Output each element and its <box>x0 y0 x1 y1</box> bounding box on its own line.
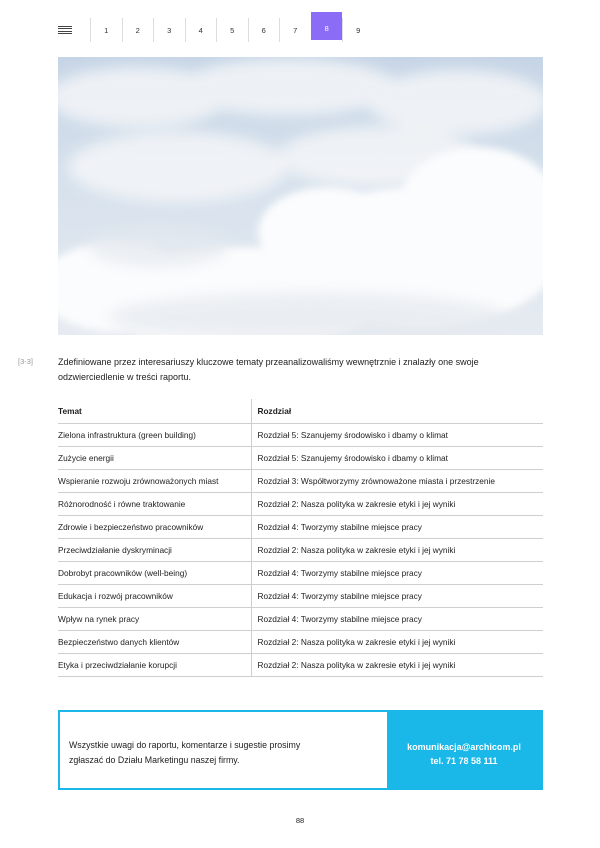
gri-reference: [3-3] <box>18 357 34 366</box>
table-row <box>58 653 543 676</box>
chapter-cell: Rozdział 2: Nasza polityka w zakresie etyki i jej wyniki <box>257 636 456 647</box>
contact-message-line-1: Wszystkie uwagi do raportu, komentarze i sugestie prosimy <box>69 740 301 750</box>
nav-item-1[interactable]: 1 <box>90 18 122 42</box>
table-row <box>58 423 543 446</box>
hamburger-menu-icon[interactable] <box>58 26 72 34</box>
table-row <box>58 469 543 492</box>
topic-cell: Dobrobyt pracowników (well-being) <box>58 561 251 584</box>
nav-item-2[interactable]: 2 <box>122 18 154 42</box>
contact-details <box>387 712 541 788</box>
nav-item-8[interactable]: 8 <box>311 12 343 40</box>
chapter-cell: Rozdział 5: Szanujemy środowisko i dbamy o klimat <box>257 452 448 463</box>
nav-item-5[interactable]: 5 <box>216 18 248 42</box>
contact-email-link[interactable]: komunikacja@archicom.pl <box>407 742 521 752</box>
header-topic: Temat <box>58 399 251 423</box>
table-header-row <box>58 399 543 423</box>
nav-item-4[interactable]: 4 <box>185 18 217 42</box>
topic-cell: Wspieranie rozwoju zrównoważonych miast <box>58 469 251 492</box>
contact-box <box>58 710 543 790</box>
contact-phone-link[interactable]: tel. 71 78 58 111 <box>430 756 498 766</box>
sky-clouds-image <box>58 57 543 335</box>
chapter-nav <box>90 18 374 42</box>
chapter-cell: Rozdział 5: Szanujemy środowisko i dbamy o klimat <box>257 429 448 440</box>
chapter-cell: Rozdział 4: Tworzymy stabilne miejsce pracy <box>257 590 422 601</box>
table-row <box>58 630 543 653</box>
topic-cell: Różnorodność i równe traktowanie <box>58 492 251 515</box>
topic-cell: Zielona infrastruktura (green building) <box>58 423 251 446</box>
topic-cell: Etyka i przeciwdziałanie korupcji <box>58 653 251 676</box>
nav-item-9[interactable]: 9 <box>342 18 374 42</box>
top-nav <box>58 18 361 42</box>
nav-item-7[interactable]: 7 <box>279 18 311 42</box>
chapter-cell: Rozdział 4: Tworzymy stabilne miejsce pracy <box>257 567 422 578</box>
header-chapter: Rozdział <box>257 405 292 416</box>
nav-item-6[interactable]: 6 <box>248 18 280 42</box>
table-row <box>58 446 543 469</box>
chapter-cell: Rozdział 3: Współtworzymy zrównoważone miasta i przestrzenie <box>257 475 495 486</box>
chapter-cell: Rozdział 4: Tworzymy stabilne miejsce pracy <box>257 521 422 532</box>
chapter-cell: Rozdział 2: Nasza polityka w zakresie etyki i jej wyniki <box>257 498 456 509</box>
topic-cell: Zdrowie i bezpieczeństwo pracowników <box>58 515 251 538</box>
topic-cell: Wpływ na rynek pracy <box>58 607 251 630</box>
topic-cell: Zużycie energii <box>58 446 251 469</box>
contact-message-line-2: zgłaszać do Działu Marketingu naszej firmy. <box>69 755 240 765</box>
table-row <box>58 561 543 584</box>
table-row <box>58 607 543 630</box>
topics-table <box>58 399 543 677</box>
topic-cell: Bezpieczeństwo danych klientów <box>58 630 251 653</box>
contact-message <box>60 712 387 788</box>
page-number: 88 <box>295 816 305 825</box>
chapter-cell: Rozdział 2: Nasza polityka w zakresie etyki i jej wyniki <box>257 544 456 555</box>
table-row <box>58 492 543 515</box>
chapter-cell: Rozdział 2: Nasza polityka w zakresie etyki i jej wyniki <box>257 659 456 670</box>
chapter-cell: Rozdział 4: Tworzymy stabilne miejsce pracy <box>257 613 422 624</box>
topic-cell: Edukacja i rozwój pracowników <box>58 584 251 607</box>
topic-cell: Przeciwdziałanie dyskryminacji <box>58 538 251 561</box>
table-row <box>58 584 543 607</box>
intro-paragraph: Zdefiniowane przez interesariuszy kluczowe tematy przeanalizowaliśmy wewnętrznie i znalazły one swoje odzwierciedlenie w treści raportu. <box>58 357 479 382</box>
nav-item-3[interactable]: 3 <box>153 18 185 42</box>
table-row <box>58 515 543 538</box>
table-row <box>58 538 543 561</box>
